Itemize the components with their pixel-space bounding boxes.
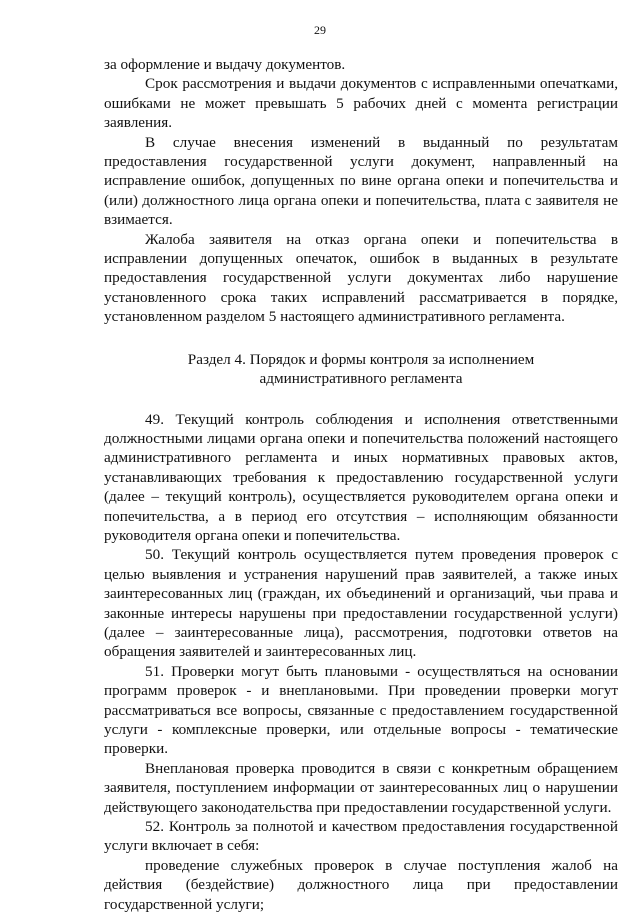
paragraph: Внеплановая проверка проводится в связи с конкретным обращением заявителя, поступлением информации от заинтересованных лиц о нарушении действующего законодательства при предоставлении государственной услуги. bbox=[104, 759, 618, 816]
paragraph: проведение служебных проверок в случае поступления жалоб на действия (бездействие) должностного лица при предоставлении государственной услуги; bbox=[104, 856, 618, 913]
paragraph: 49. Текущий контроль соблюдения и исполнения ответственными должностными лицами органа опеки и попечительства положений настоящего административного регламента и иных нормативных правовых актов, устанавливающих требования к предоставлению государственной услуги (далее – текущий контроль), осуществляется руководителем органа опеки и попечительства, а в период его отсутствия – исполняющим обязанности руководителя органа опеки и попечительства. bbox=[104, 410, 618, 544]
paragraph: 51. Проверки могут быть плановыми - осуществляться на основании программ проверок - и внеплановыми. При проведении проверки могут рассматриваться все вопросы, связанные с предоставлением государственной услуги - комплексные проверки, или отдельные вопросы - тематические проверки. bbox=[104, 662, 618, 758]
paragraph: 52. Контроль за полнотой и качеством предоставления государственной услуги включает в себя: bbox=[104, 818, 618, 855]
page-number: 29 bbox=[314, 23, 326, 37]
section-title-line-1: Раздел 4. Порядок и формы контроля за исполнением bbox=[187, 350, 535, 368]
paragraph: В случае внесения изменений в выданный по результатам предоставления государственной услуги документ, направленный на исправление ошибок, допущенных по вине органа опеки и попечительства и (или) должностного лица органа опеки и попечительства, плата с заявителя не взимается. bbox=[104, 133, 618, 229]
paragraph: за оформление и выдачу документов. bbox=[104, 56, 346, 73]
paragraph: Жалоба заявителя на отказ органа опеки и попечительства в исправлении допущенных опечаток, ошибок в выданных в результате предоставления государственной услуги документах либо нарушение установленного срока таких исправлений рассматривается в порядке, установленном разделом 5 настоящего административного регламента. bbox=[104, 230, 618, 326]
document-body bbox=[104, 55, 618, 914]
paragraph: 50. Текущий контроль осуществляется путем проведения проверок с целью выявления и устранения нарушений прав заявителей, а также иных заинтересованных лиц (граждан, их объединений и организаций, чьи права и законные интересы нарушены при предоставлении государственной услуги) (далее – заинтересованные лица), рассмотрения, подготовки ответов на обращения заявителей и заинтересованных лиц. bbox=[104, 546, 618, 661]
section-title bbox=[104, 350, 618, 389]
paragraph: Срок рассмотрения и выдачи документов с исправленными опечатками, ошибками не может превышать 5 рабочих дней с момента регистрации заявления. bbox=[104, 75, 618, 132]
section-title-line-2: административного регламента bbox=[259, 370, 463, 388]
